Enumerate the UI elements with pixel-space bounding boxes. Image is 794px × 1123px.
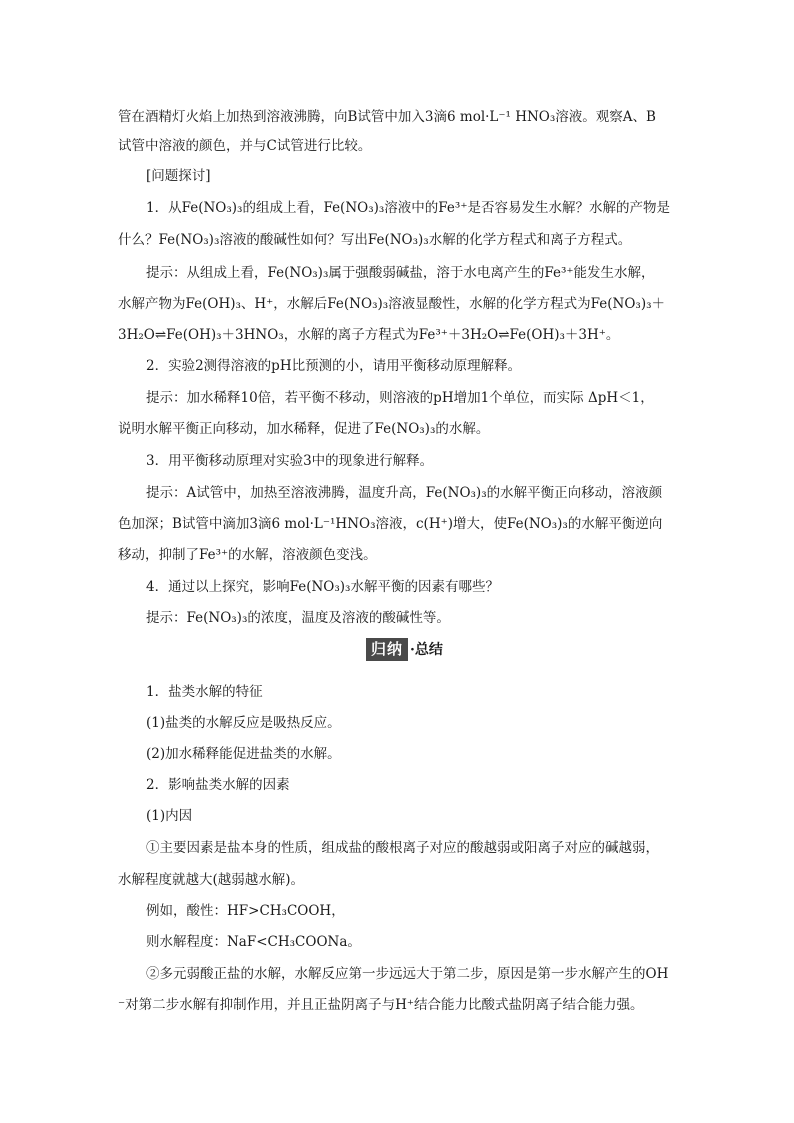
text-line: 提示：Fe(NO₃)₃的浓度，温度及溶液的酸碱性等。 xyxy=(146,610,450,626)
summary-banner-label: ·总结 xyxy=(410,642,443,658)
text-line: 例如，酸性：HF>CH₃COOH， xyxy=(146,903,345,919)
text-line: [问题探讨] xyxy=(146,168,211,184)
text-line: 4．通过以上探究，影响Fe(NO₃)₃水解平衡的因素有哪些？ xyxy=(146,579,499,595)
text-line: 什么？Fe(NO₃)₃溶液的酸碱性如何？写出Fe(NO₃)₃水解的化学方程式和离子方程式。 xyxy=(118,232,632,248)
text-line: ②多元弱酸正盐的水解，水解反应第一步远远大于第二步，原因是第一步水解产生的OH xyxy=(146,966,669,982)
text-line: 移动，抑制了Fe³⁺的水解，溶液颜色变浅。 xyxy=(118,547,377,563)
text-line: 水解程度就越大(越弱越水解)。 xyxy=(118,872,305,888)
summary-banner xyxy=(366,637,443,661)
text-line: 1．盐类水解的特征 xyxy=(146,684,263,700)
text-line: (1)内因 xyxy=(146,808,193,824)
text-line: 试管中溶液的颜色，并与C试管进行比较。 xyxy=(118,138,372,154)
summary-banner-box: 归纳 xyxy=(366,638,408,661)
text-line: 说明水解平衡正向移动，加水稀释，促进了Fe(NO₃)₃的水解。 xyxy=(118,421,490,437)
text-line: 色加深；B试管中滴加3滴6 mol·L⁻¹HNO₃溶液，c(H⁺)增大，使Fe(NO₃)₃的水解平衡逆向 xyxy=(118,516,663,532)
text-line: (1)盐类的水解反应是吸热反应。 xyxy=(146,715,341,731)
text-line: 3H₂O⇌Fe(OH)₃＋3HNO₃，水解的离子方程式为Fe³⁺＋3H₂O⇌Fe(OH)₃＋3H⁺。 xyxy=(118,327,620,343)
text-line: 提示：加水稀释10倍，若平衡不移动，则溶液的pH增加1个单位，而实际 ΔpH＜1， xyxy=(146,390,654,406)
text-line: 2．实验2测得溶液的pH比预测的小，请用平衡移动原理解释。 xyxy=(146,358,522,374)
text-line: 提示：从组成上看，Fe(NO₃)₃属于强酸弱碱盐，溶于水电离产生的Fe³⁺能发生水解， xyxy=(146,265,655,281)
text-line: ①主要因素是盐本身的性质，组成盐的酸根离子对应的酸越弱或阳离子对应的碱越弱， xyxy=(146,840,659,856)
text-line: 2．影响盐类水解的因素 xyxy=(146,777,290,793)
text-line: 管在酒精灯火焰上加热到溶液沸腾，向B试管中加入3滴6 mol·L⁻¹ HNO₃溶液。观察A、B xyxy=(118,109,656,125)
text-line: (2)加水稀释能促进盐类的水解。 xyxy=(146,746,341,762)
text-line: 提示：A试管中，加热至溶液沸腾，温度升高，Fe(NO₃)₃的水解平衡正向移动，溶液颜 xyxy=(146,485,663,501)
text-line: ⁻对第二步水解有抑制作用，并且正盐阴离子与H⁺结合能力比酸式盐阴离子结合能力强。 xyxy=(118,997,644,1013)
text-line: 3．用平衡移动原理对实验3中的现象进行解释。 xyxy=(146,453,434,469)
text-line: 1．从Fe(NO₃)₃的组成上看，Fe(NO₃)₃溶液中的Fe³⁺是否容易发生水解？水解的产物是 xyxy=(146,200,670,216)
text-line: 则水解程度：NaF<CH₃COONa。 xyxy=(146,934,361,950)
text-line: 水解产物为Fe(OH)₃、H⁺，水解后Fe(NO₃)₃溶液显酸性，水解的化学方程式为Fe(NO₃)₃＋ xyxy=(118,296,666,312)
